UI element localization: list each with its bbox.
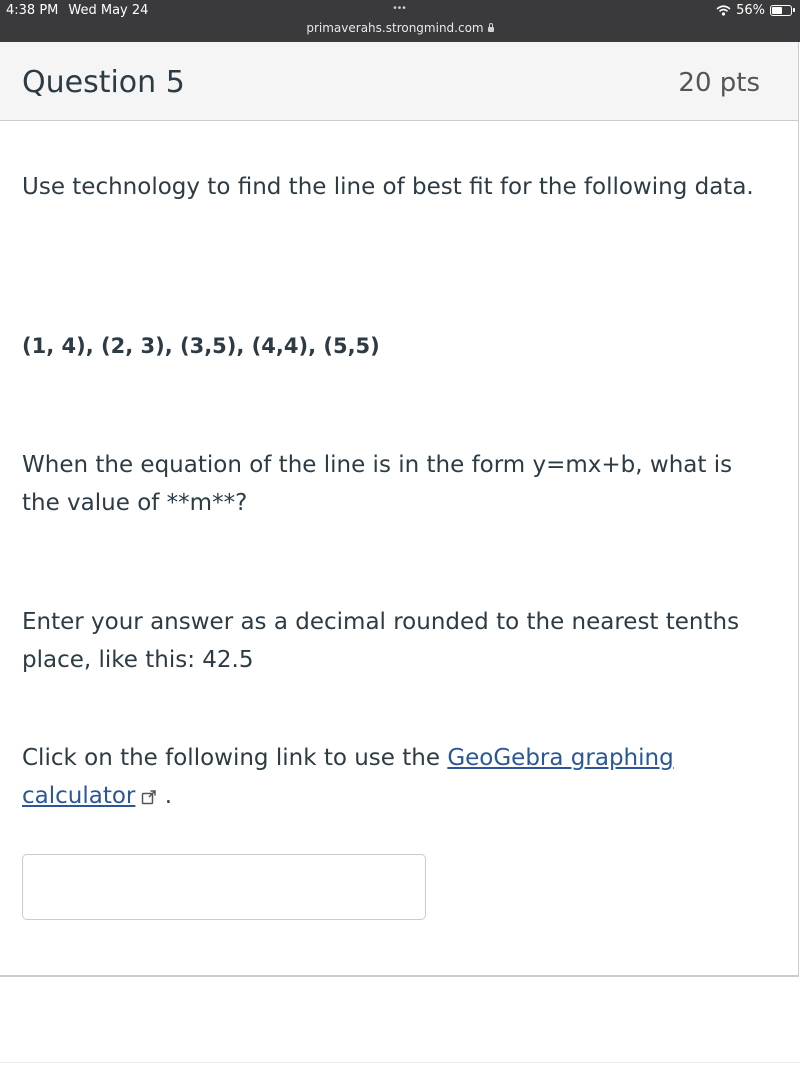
- url-text[interactable]: primaverahs.strongmind.com: [306, 21, 484, 35]
- status-indicators: [716, 3, 792, 18]
- question-points: 20 pts: [678, 68, 760, 98]
- status-time: 4:38 PM: [6, 3, 59, 18]
- battery-icon: [770, 5, 792, 16]
- external-link-icon[interactable]: [141, 779, 157, 817]
- question-title: Question 5: [22, 65, 185, 100]
- answer-input[interactable]: [22, 854, 426, 920]
- tab-overview-dots[interactable]: •••: [393, 3, 407, 14]
- link-prefix-text: Click on the following link to use the: [22, 745, 448, 771]
- link-suffix-text: .: [157, 783, 173, 809]
- status-date: Wed May 24: [68, 3, 149, 18]
- question-instructions: Use technology to find the line of best fit for the following data.: [22, 174, 754, 200]
- lock-icon: [488, 27, 494, 32]
- question-prompt: When the equation of the line is in the form y=mx+b, what is the value of **m**?: [22, 452, 733, 516]
- battery-percent: 56%: [736, 3, 765, 18]
- calculator-link-paragraph: [22, 739, 762, 817]
- divider: [0, 1062, 800, 1063]
- question-header: [0, 42, 798, 121]
- url-bar[interactable]: [0, 21, 800, 35]
- question-card: [0, 42, 799, 977]
- data-points: (1, 4), (2, 3), (3,5), (4,4), (5,5): [22, 334, 380, 358]
- geogebra-link[interactable]: GeoGebra graphing calculator: [22, 745, 674, 809]
- browser-status-bar: [0, 0, 800, 42]
- battery-fill: [772, 7, 782, 14]
- answer-format-instructions: Enter your answer as a decimal rounded to the nearest tenths place, like this: 42.5: [22, 609, 740, 673]
- wifi-icon: [716, 5, 731, 16]
